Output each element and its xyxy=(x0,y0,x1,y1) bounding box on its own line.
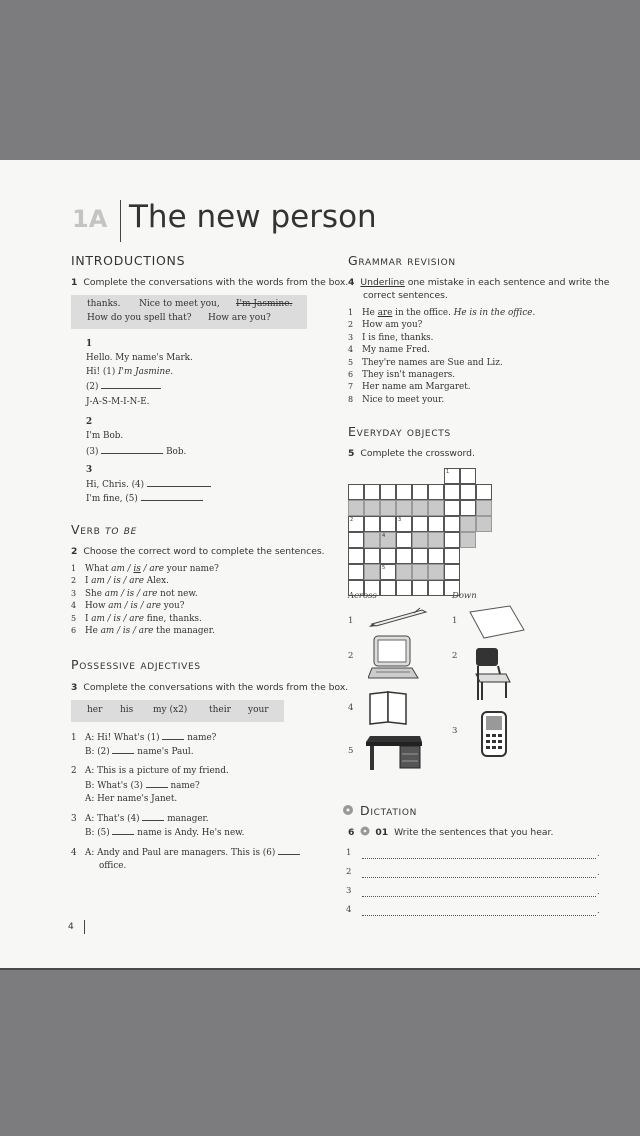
down-label: Down xyxy=(452,591,477,601)
crossword-cell[interactable] xyxy=(348,484,364,500)
conversation-line: I'm Bob. xyxy=(86,431,124,441)
crossword-cell[interactable] xyxy=(412,548,428,564)
chair-icon xyxy=(470,644,514,704)
answer-blank[interactable] xyxy=(278,846,300,855)
answer-blank[interactable] xyxy=(146,779,168,788)
audio-track-icon xyxy=(360,826,370,836)
crossword-cell[interactable] xyxy=(444,484,460,500)
crossword-cell[interactable] xyxy=(396,484,412,500)
page-number: 4 xyxy=(68,922,74,932)
paper-icon xyxy=(466,604,528,644)
dictation-answer-line[interactable] xyxy=(362,914,596,916)
exercise-1-instruction: 1 Complete the conversations with the words from the box. xyxy=(71,277,349,288)
word-box-item: their xyxy=(209,705,231,715)
section-grammar-revision-heading: Grammar revision xyxy=(348,253,456,268)
section-dictation-heading: Dictation xyxy=(360,803,418,818)
heading-divider xyxy=(120,200,121,242)
exercise-3-line: A: Her name's Janet. xyxy=(85,794,178,804)
exercise-3-line: B: What's (3) name? xyxy=(85,781,200,791)
exercise-4-instruction: 4 Underline one mistake in each sentence and write the xyxy=(348,277,610,288)
exercise-4-list xyxy=(348,308,535,407)
dictation-line-number: 3 xyxy=(346,886,352,896)
word-box-item: your xyxy=(248,705,269,715)
conversation-line: (3) Bob. xyxy=(86,447,187,457)
crossword-cell[interactable] xyxy=(444,564,460,580)
crossword-shaded-cell xyxy=(364,500,380,516)
crossword-cell[interactable] xyxy=(364,516,380,532)
conversation-line: Hi! (1) I'm Jasmine. xyxy=(86,367,174,377)
answer-blank[interactable] xyxy=(101,445,163,454)
crossword-cell[interactable] xyxy=(380,484,396,500)
conversation-number: 3 xyxy=(86,465,93,475)
crossword-shaded-cell xyxy=(428,500,444,516)
crossword-cell[interactable] xyxy=(348,548,364,564)
across-clue-number: 2 xyxy=(348,651,354,661)
across-label: Across xyxy=(348,591,377,601)
word-box-item: his xyxy=(120,705,134,715)
crossword-cell[interactable] xyxy=(460,468,476,484)
down-clue-number: 3 xyxy=(452,726,458,736)
word-box-item: Nice to meet you, xyxy=(139,299,220,309)
exercise-3-word-box xyxy=(71,700,284,722)
dictation-line-end: . xyxy=(597,868,600,878)
section-verb-to-be-heading: Verb to be xyxy=(71,522,138,537)
dictation-answer-line[interactable] xyxy=(362,857,596,859)
crossword-shaded-cell xyxy=(396,500,412,516)
exercise-3-instruction: 3 Complete the conversations with the words from the box. xyxy=(71,682,349,693)
conversation-number: 2 xyxy=(86,417,93,427)
crossword-cell[interactable] xyxy=(460,500,476,516)
crossword-cell[interactable] xyxy=(444,532,460,548)
crossword-cell[interactable] xyxy=(428,516,444,532)
dictation-line-end: . xyxy=(597,887,600,897)
exercise-5-instruction: 5 Complete the crossword. xyxy=(348,448,475,459)
answer-blank[interactable] xyxy=(112,826,134,835)
crossword-cell[interactable] xyxy=(380,548,396,564)
crossword-cell[interactable] xyxy=(364,484,380,500)
page-title: The new person xyxy=(129,199,377,235)
exercise-2-item: 4 How am / is / are you? xyxy=(71,601,185,612)
crossword-shaded-cell xyxy=(412,564,428,580)
word-box-item: thanks. xyxy=(87,299,121,309)
crossword-shaded-cell xyxy=(476,500,492,516)
crossword-cell[interactable] xyxy=(444,500,460,516)
across-clue-number: 1 xyxy=(348,616,354,626)
crossword-number: 4 xyxy=(382,533,386,539)
exercise-2-item: 2 I am / is / are Alex. xyxy=(71,576,169,587)
book-icon xyxy=(368,690,410,726)
answer-blank[interactable] xyxy=(101,380,161,389)
crossword-shaded-cell xyxy=(412,532,428,548)
crossword-cell[interactable] xyxy=(476,484,492,500)
exercise-4-item: 2 How am you? xyxy=(348,320,423,331)
crossword-shaded-cell xyxy=(460,532,476,548)
crossword-shaded-cell xyxy=(396,564,412,580)
exercise-3-line: office. xyxy=(99,861,127,871)
exercise-6-instruction: 6 01 Write the sentences that you hear. xyxy=(348,827,554,838)
crossword-cell[interactable] xyxy=(460,484,476,500)
section-everyday-objects-heading: Everyday objects xyxy=(348,424,451,439)
exercise-2-item: 5 I am / is / are fine, thanks. xyxy=(71,613,202,624)
section-introductions-heading: INTRODUCTIONS xyxy=(71,253,186,268)
conversation-line: I'm fine, (5) xyxy=(86,492,203,506)
crossword-cell[interactable] xyxy=(428,484,444,500)
exercise-4-item: 6 They isn't managers. xyxy=(348,369,456,380)
page-number-divider xyxy=(84,920,85,934)
dictation-line-end: . xyxy=(597,906,600,916)
crossword-number: 2 xyxy=(350,517,354,523)
crossword-cell[interactable] xyxy=(380,516,396,532)
exercise-4-item: 8 Nice to meet your. xyxy=(348,394,445,405)
crossword-cell[interactable] xyxy=(444,548,460,564)
audio-cd-icon xyxy=(342,804,354,816)
answer-blank[interactable] xyxy=(141,492,203,501)
crossword-shaded-cell xyxy=(460,516,476,532)
crossword-cell[interactable] xyxy=(396,580,412,596)
crossword-shaded-cell xyxy=(348,500,364,516)
crossword-cell[interactable] xyxy=(444,516,460,532)
crossword-cell[interactable] xyxy=(412,580,428,596)
conversation-line: J-A-S-M-I-N-E. xyxy=(86,397,150,407)
unit-number: 1A xyxy=(72,205,108,233)
exercise-4-item: 5 They're names are Sue and Liz. xyxy=(348,357,503,368)
dictation-line-number: 1 xyxy=(346,848,352,858)
dictation-line-end: . xyxy=(597,849,600,859)
across-clue-number: 4 xyxy=(348,703,354,713)
crossword-cell[interactable] xyxy=(396,532,412,548)
crossword-cell[interactable] xyxy=(412,484,428,500)
pen-icon xyxy=(368,606,430,628)
dictation-line-number: 4 xyxy=(346,905,352,915)
crossword-cell[interactable] xyxy=(428,580,444,596)
word-box-item: my (x2) xyxy=(153,705,188,715)
exercise-3-line: B: (2) name's Paul. xyxy=(85,747,194,757)
conversation-line: Hello. My name's Mark. xyxy=(86,353,193,363)
exercise-4-item: 4 My name Fred. xyxy=(348,345,430,356)
exercise-2-item: 3 She am / is / are not new. xyxy=(71,588,198,599)
exercise-2-list xyxy=(71,564,219,638)
conversation-line: Hi, Chris. (4) xyxy=(86,478,211,492)
exercise-3-line: B: (5) name is Andy. He's new. xyxy=(85,828,245,838)
crossword-shaded-cell xyxy=(364,564,380,580)
crossword-cell[interactable] xyxy=(396,548,412,564)
exercise-3-item: 1 A: Hi! What's (1) name? xyxy=(71,733,217,743)
exercise-4-item: 7 Her name am Margaret. xyxy=(348,382,471,393)
exercise-3-item: 4 A: Andy and Paul are managers. This is (6) xyxy=(71,846,300,860)
dictation-answer-line[interactable] xyxy=(362,895,596,897)
workbook-page xyxy=(0,160,640,970)
conversation-line: (2) xyxy=(86,380,161,394)
answer-blank[interactable] xyxy=(162,731,184,740)
exercise-1-word-box xyxy=(71,295,307,329)
crossword-number: 1 xyxy=(446,469,450,475)
crossword-shaded-cell xyxy=(476,516,492,532)
mobile-phone-icon xyxy=(478,710,512,760)
down-clue-number: 2 xyxy=(452,651,458,661)
crossword-shaded-cell xyxy=(428,564,444,580)
answer-blank[interactable] xyxy=(142,812,164,821)
dictation-line-number: 2 xyxy=(346,867,352,877)
page-edge-shadow xyxy=(0,968,640,970)
laptop-icon xyxy=(368,634,420,684)
answer-blank[interactable] xyxy=(112,745,134,754)
crossword-number: 5 xyxy=(382,565,386,571)
word-box-item: her xyxy=(87,705,103,715)
crossword-shaded-cell xyxy=(364,532,380,548)
word-box-item: How are you? xyxy=(208,313,271,323)
down-clue-number: 1 xyxy=(452,616,458,626)
crossword-cell[interactable] xyxy=(412,516,428,532)
exercise-4-item: 3 I is fine, thanks. xyxy=(348,332,434,343)
crossword-shaded-cell xyxy=(412,500,428,516)
exercise-3-item: 3 A: That's (4) manager. xyxy=(71,814,209,824)
crossword-cell[interactable] xyxy=(348,532,364,548)
exercise-4-item: 1 He are in the office. He is in the office. xyxy=(348,308,536,318)
exercise-2-item: 1 What am / is / are your name? xyxy=(71,564,219,574)
crossword-shaded-cell xyxy=(380,500,396,516)
exercise-4-instruction-line2: correct sentences. xyxy=(363,290,448,301)
exercise-2-item: 6 He am / is / are the manager. xyxy=(71,625,215,636)
dictation-answer-line[interactable] xyxy=(362,876,596,878)
answer-blank[interactable] xyxy=(147,478,211,487)
exercise-3-item: 2 A: This is a picture of my friend. xyxy=(71,766,229,776)
exercise-2-instruction: 2 Choose the correct word to complete the sentences. xyxy=(71,546,325,557)
word-box-item-crossed: I'm Jasmine. xyxy=(236,299,293,309)
desk-icon xyxy=(364,734,426,774)
crossword-cell[interactable] xyxy=(380,580,396,596)
crossword-shaded-cell xyxy=(428,532,444,548)
word-box-item: How do you spell that? xyxy=(87,313,192,323)
across-clue-number: 5 xyxy=(348,746,354,756)
section-possessive-heading: Possessive adjectives xyxy=(71,657,201,672)
crossword-number: 3 xyxy=(398,517,402,523)
crossword-cell[interactable] xyxy=(428,548,444,564)
crossword-cell[interactable] xyxy=(348,564,364,580)
crossword-cell[interactable] xyxy=(364,548,380,564)
conversation-number: 1 xyxy=(86,339,93,349)
